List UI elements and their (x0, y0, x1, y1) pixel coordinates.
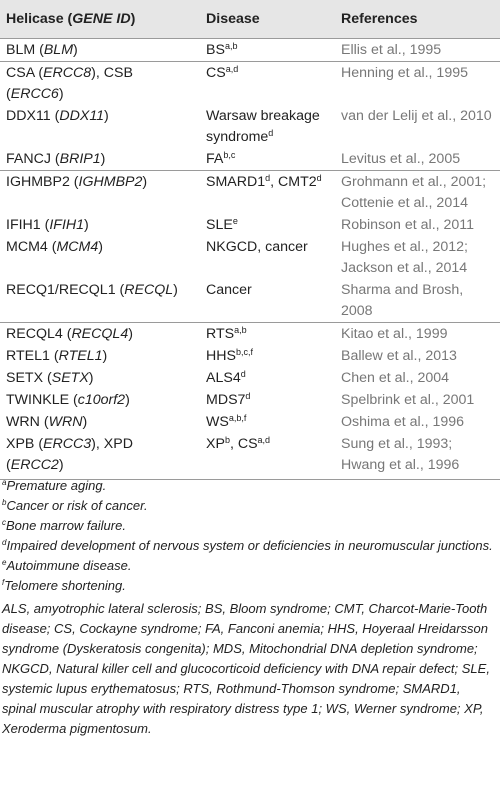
table-row (0, 433, 500, 480)
table-row (0, 323, 500, 346)
cell-disease (200, 367, 335, 389)
text-run: ) (125, 392, 130, 408)
table-row (0, 214, 500, 236)
table-row (0, 171, 500, 215)
text-run: HHS (206, 348, 236, 364)
text-run: ALS4 (206, 370, 241, 386)
text-run: WRN ( (6, 414, 49, 430)
text-run: ), CSB ( (6, 65, 133, 102)
text-run: FA (206, 151, 224, 167)
text-run: ) (104, 108, 109, 124)
footnote-mark: a,b (234, 325, 247, 335)
gene-id: IFIH1 (49, 217, 85, 233)
text-run: CSA ( (6, 65, 44, 81)
cell-references: Kitao et al., 1999 (335, 323, 500, 346)
table-row (0, 389, 500, 411)
cell-helicase (0, 367, 200, 389)
table-footnotes (0, 476, 496, 739)
gene-id: ERCC6 (10, 86, 59, 102)
gene-id: IGHMBP2 (78, 174, 143, 190)
footnote-mark: d (240, 369, 246, 379)
header-disease: Disease (200, 0, 335, 39)
text-run: FANCJ ( (6, 151, 60, 167)
cell-disease (200, 214, 335, 236)
table-row (0, 279, 500, 323)
gene-id: DDX11 (59, 108, 105, 124)
cell-disease (200, 148, 335, 171)
cell-references: Sharma and Brosh, 2008 (341, 282, 464, 319)
table-row (0, 62, 500, 106)
table-row (0, 236, 500, 279)
table-row (0, 39, 500, 62)
text-run: ) (58, 457, 64, 473)
footnote-mark: d (268, 128, 274, 138)
cell-helicase (0, 345, 200, 367)
cell-helicase (0, 171, 200, 215)
table-row (0, 105, 500, 148)
text-run: BS (206, 42, 225, 58)
cell-helicase (0, 236, 200, 279)
cell-references: Levitus et al., 2005 (341, 151, 461, 167)
text-run: ) (84, 217, 89, 233)
footnote-mark: b (224, 435, 230, 445)
cell-disease (200, 39, 335, 62)
cell-references: van der Lelij et al., 2010 (341, 108, 492, 124)
cell-references: Henning et al., 1995 (335, 62, 500, 106)
text-run: DDX11 ( (6, 108, 60, 124)
text-run: WS (206, 414, 229, 430)
text-run: ) (102, 348, 108, 364)
cell-disease (200, 105, 335, 148)
cell-disease (200, 236, 335, 279)
footnote-f: $^f$Telomere shortening. (2, 578, 126, 593)
text-run: ) (100, 151, 106, 167)
footnote-mark: b,c (223, 150, 236, 160)
cell-helicase (0, 389, 200, 411)
text-run: Warsaw breakage syndrome (206, 108, 320, 145)
gene-id: ERCC2 (10, 457, 59, 473)
cell-references: Grohmann et al., 2001; Cottenie et al., 2014 (335, 171, 500, 215)
cell-references: Robinson et al., 2011 (341, 217, 475, 233)
text-run: MDS7 (206, 392, 246, 408)
text-run: IGHMBP2 ( (6, 174, 79, 190)
table-body (0, 39, 500, 480)
cell-helicase (0, 433, 200, 480)
text-run: , CS (229, 436, 258, 452)
text-run: ) (98, 239, 103, 255)
footnote-mark: a,b (224, 41, 238, 51)
text-run: TWINKLE ( (6, 392, 78, 408)
text-run: CS (206, 65, 226, 81)
text-run: ) (82, 414, 88, 430)
cell-references: Ellis et al., 1995 (341, 42, 442, 58)
cell-helicase (0, 62, 200, 106)
footnote-mark: d (265, 173, 271, 183)
cell-helicase (0, 214, 200, 236)
footnote-mark: a,d (225, 64, 239, 74)
footnote-d: $^d$Impaired development of nervous system or deficiencies in neuromuscular junctions. (2, 538, 493, 553)
gene-id: c10orf2 (77, 392, 126, 408)
footnote-mark: a,d (257, 435, 271, 445)
gene-id: RTEL1 (58, 348, 103, 364)
cell-helicase (0, 411, 200, 433)
footnote-mark: a,b,f (228, 413, 247, 423)
cell-disease (200, 345, 335, 367)
table-row (0, 345, 500, 367)
cell-disease (200, 433, 335, 480)
text-run: SETX ( (6, 370, 52, 386)
table-row (0, 411, 500, 433)
text-run: RTS (206, 326, 235, 342)
text-run: ) (173, 282, 178, 298)
cell-helicase (0, 279, 200, 323)
text-run: XP (206, 436, 225, 452)
footnote-b: $^b$Cancer or risk of cancer. (2, 498, 148, 513)
header-helicase: Helicase (GENE ID) (0, 0, 200, 39)
text-run: BLM ( (6, 42, 44, 58)
abbreviations-note: ALS, amyotrophic lateral sclerosis; BS, Bloom syndrome; CMT, Charcot-Marie-Tooth disease; CS, Cockayne syndrome; FA, Fanconi anemia; HHS, Hoyeraal Hreidarsson syndrome (Dyskeratosis congenita); MDS, Mitochondrial DNA depletion syndrome; NKGCD, Natural killer cell and glucocorticoid deficiency with DNA repair defect; SLE, systemic lupus erythematosus; RTS, Rothmund-Thomson syndrome; SMARD1, spinal muscular atrophy with respiratory distress type 1; WS, Werner syndrome; XP, Xeroderma pigmentosum. (2, 601, 490, 736)
cell-disease (200, 171, 335, 215)
cell-disease (200, 279, 335, 323)
text-run: MCM4 ( (6, 239, 57, 255)
cell-disease (200, 323, 335, 346)
cell-disease (200, 62, 335, 106)
gene-id: BLM (43, 42, 74, 58)
cell-references: Spelbrink et al., 2001 (341, 392, 475, 408)
text-run: RECQL4 ( (6, 326, 72, 342)
text-run: IFIH1 ( (6, 217, 50, 233)
cell-disease (200, 389, 335, 411)
table-header-row (0, 0, 500, 39)
cell-references: Ballew et al., 2013 (341, 348, 457, 364)
footnote-a: $^a$Premature aging. (2, 478, 107, 493)
cell-references: Hughes et al., 2012; Jackson et al., 2014 (341, 239, 468, 276)
cell-helicase (0, 148, 200, 171)
gene-id: ERCC8 (43, 65, 92, 81)
text-run: ) (128, 326, 133, 342)
gene-id: ERCC3 (43, 436, 92, 452)
cell-helicase (0, 39, 200, 62)
text-run: NKGCD, cancer (206, 239, 308, 255)
gene-id: RECQL4 (71, 326, 129, 342)
footnote-e: $^e$Autoimmune disease. (2, 558, 132, 573)
text-run: ) (73, 42, 78, 58)
text-run: ) (142, 174, 148, 190)
header-references: References (335, 0, 500, 39)
text-run: ) (58, 86, 64, 102)
footnote-mark: e (232, 216, 238, 226)
text-run: SMARD1 (206, 174, 266, 190)
cell-references: Oshima et al., 1996 (341, 414, 465, 430)
gene-id: RECQL (124, 282, 174, 298)
text-run: SLE (206, 217, 233, 233)
table-row (0, 148, 500, 171)
footnote-c: $^c$Bone marrow failure. (2, 518, 126, 533)
text-run: ), XPD ( (6, 436, 133, 473)
cell-helicase (0, 105, 200, 148)
cell-references: Chen et al., 2004 (341, 370, 450, 386)
text-run: , CMT2 (270, 174, 317, 190)
cell-helicase (0, 323, 200, 346)
cell-disease (200, 411, 335, 433)
text-run: RECQ1/RECQL1 ( (6, 282, 125, 298)
gene-id: BRIP1 (59, 151, 101, 167)
cell-references: Sung et al., 1993; Hwang et al., 1996 (335, 433, 500, 480)
footnote-mark: d (245, 391, 251, 401)
gene-id: WRN (48, 414, 83, 430)
table-row (0, 367, 500, 389)
text-run: ) (88, 370, 94, 386)
text-run: RTEL1 ( (6, 348, 59, 364)
gene-id: SETX (51, 370, 89, 386)
footnote-mark: b,c,f (235, 347, 253, 357)
text-run: Cancer (206, 282, 252, 298)
text-run: XPB ( (6, 436, 44, 452)
footnote-mark: d (316, 173, 322, 183)
gene-id: MCM4 (56, 239, 99, 255)
